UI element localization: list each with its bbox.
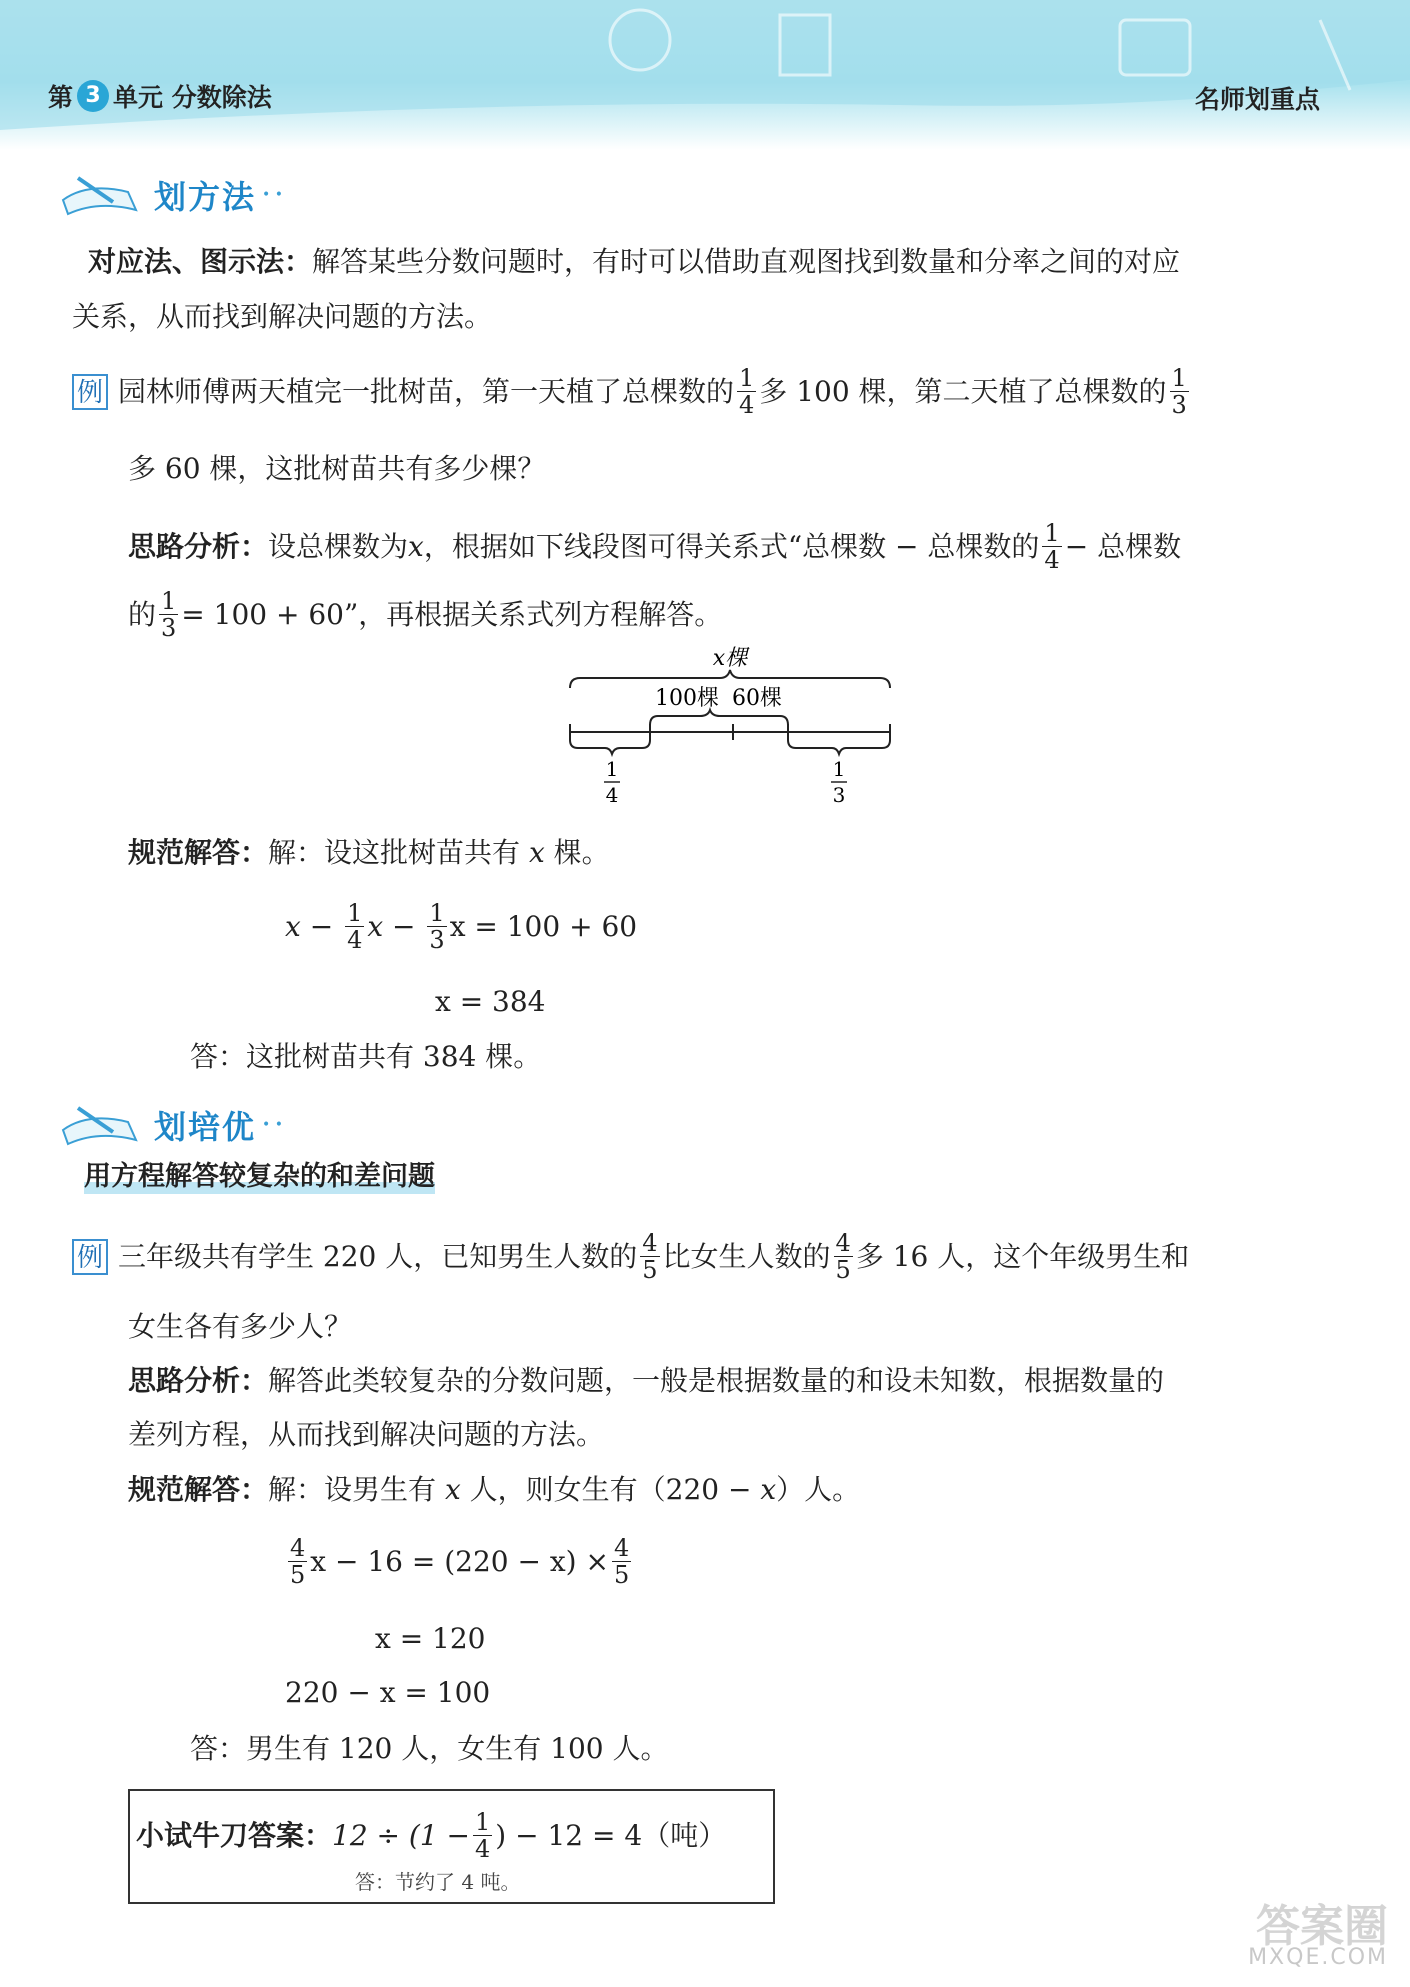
answer2: 答：男生有 120 人，女生有 100 人。 — [190, 1732, 669, 1765]
variable-x: x — [367, 909, 384, 943]
answer-box-line-2: 答：节约了 4 吨。 — [355, 1870, 521, 1894]
example2-line-1 — [72, 1230, 1189, 1283]
fraction-four-fifths: $\frac{4}{5}$ — [290, 1534, 306, 1589]
diagram-frac-num-left: 1 — [605, 757, 619, 781]
answer-box-expr-a: 12 ÷ (1 − — [332, 1818, 471, 1852]
answer-box-line-1 — [136, 1809, 726, 1862]
solution2-text-2: 人，则女生有（220 − — [469, 1473, 752, 1506]
example-tag: 例 — [72, 374, 108, 410]
header-suffix: 单元 分数除法 — [113, 83, 272, 112]
fraction-one-quarter: $\frac{1}{4}$ — [1044, 519, 1060, 574]
section-heading-method — [58, 165, 283, 225]
example1-line-1 — [72, 365, 1192, 418]
method-label: 对应法、图示法： — [88, 245, 313, 278]
dots-decoration: • • — [262, 187, 283, 203]
variable-x: x — [408, 529, 424, 563]
analysis1-line-2 — [128, 588, 722, 641]
analysis1-text-3: − 总棵数 — [1064, 529, 1182, 563]
equation1-tail: x = 100 + 60 — [449, 909, 638, 943]
answer-box-expr-b: ) − 12 = 4（吨） — [495, 1818, 727, 1852]
answer-box-label: 小试牛刀答案： — [136, 1818, 333, 1852]
diagram-frac-den-right: 3 — [832, 783, 846, 807]
example1-text-2: 多 100 棵，第二天植了总棵数的 — [759, 374, 1167, 408]
equation1-result: x = 384 — [435, 985, 546, 1018]
fraction-one-third: $\frac{1}{3}$ — [429, 899, 445, 954]
dots-decoration: • • — [262, 1117, 283, 1133]
header-unit-title — [48, 78, 272, 114]
line-segment-diagram — [560, 640, 900, 820]
quick-test-answer-box — [128, 1789, 775, 1904]
analysis2-line-1 — [128, 1364, 1164, 1398]
analysis2-text-1: 解答此类较复杂的分数问题，一般是根据数量的和设未知数，根据数量的 — [268, 1364, 1165, 1397]
equation2-mid: x − 16 = (220 − x) × — [310, 1544, 609, 1578]
minus-sign: − — [300, 909, 343, 943]
analysis2-text-2: 差列方程，从而找到解决问题的方法。 — [128, 1418, 605, 1451]
diagram-total-label: x棵 — [712, 646, 748, 671]
section-title: 划方法 — [154, 178, 257, 216]
analysis-label: 思路分析： — [128, 1364, 269, 1397]
solution1-line — [128, 836, 610, 870]
diagram-frac-num-right: 1 — [832, 757, 846, 781]
fraction-one-quarter: $\frac{1}{4}$ — [739, 364, 755, 419]
fraction-one-quarter: $\frac{1}{4}$ — [475, 1808, 491, 1863]
analysis1-text-4: 的 — [128, 597, 157, 631]
pencil-notebook-icon — [58, 1100, 148, 1150]
example2-text-1: 三年级共有学生 220 人，已知男生人数的 — [118, 1239, 638, 1273]
minus-sign: − — [383, 909, 425, 943]
header-wave-decoration — [0, 0, 1410, 150]
diagram-label-60: 60棵 — [732, 686, 782, 711]
fraction-one-third: $\frac{1}{3}$ — [1171, 364, 1187, 419]
analysis1-text-2: ，根据如下线段图可得关系式“总棵数 − 总棵数的 — [423, 529, 1040, 563]
solution2-line — [128, 1473, 860, 1507]
method-text-2: 关系，从而找到解决问题的方法。 — [72, 300, 493, 333]
pencil-notebook-icon — [58, 170, 148, 220]
fraction-four-fifths: $\frac{4}{5}$ — [613, 1534, 630, 1589]
variable-x: x — [760, 1473, 777, 1506]
equation2-girls: 220 − x = 100 — [285, 1676, 491, 1709]
diagram-label-100: 100棵 — [655, 686, 719, 711]
example-tag: 例 — [72, 1239, 108, 1275]
analysis1-text-1: 设总棵数为 — [268, 529, 409, 563]
section-title: 划培优 — [154, 1108, 257, 1146]
fraction-one-quarter: $\frac{1}{4}$ — [347, 899, 363, 954]
header-prefix: 第 — [48, 83, 74, 112]
variable-x: x — [444, 1473, 461, 1506]
equation1-line-1 — [285, 900, 637, 953]
solution1-text-1: 解：设这批树苗共有 — [268, 836, 521, 869]
example1-text-3: 多 60 棵，这批树苗共有多少棵？ — [128, 452, 546, 485]
variable-x: x — [528, 836, 545, 869]
example2-text-4: 女生各有多少人？ — [128, 1310, 353, 1343]
subtitle: 用方程解答较复杂的和差问题 — [84, 1161, 435, 1192]
solution2-text-3: ）人。 — [776, 1473, 861, 1506]
answer1: 答：这批树苗共有 384 棵。 — [190, 1040, 542, 1073]
analysis1-text-5: = 100 + 60”，再根据关系式列方程解答。 — [181, 597, 723, 631]
watermark-logo: 答案圈 — [1256, 1901, 1388, 1952]
page-header — [0, 0, 1410, 150]
variable-x: x — [285, 909, 301, 943]
method-text-1: 解答某些分数问题时，有时可以借助直观图找到数量和分率之间的对应 — [312, 245, 1181, 278]
equation2-result: x = 120 — [375, 1622, 486, 1655]
solution1-text-2: 棵。 — [553, 836, 610, 869]
analysis1-line-1 — [128, 520, 1181, 573]
method-line-1 — [88, 245, 1180, 279]
fraction-four-fifths: $\frac{4}{5}$ — [835, 1229, 851, 1284]
solution2-text-1: 解：设男生有 — [268, 1473, 437, 1506]
section-heading-advanced — [58, 1095, 283, 1155]
equation2-line-1 — [285, 1535, 634, 1588]
analysis-label: 思路分析： — [128, 529, 269, 563]
example1-text-1: 园林师傅两天植完一批树苗，第一天植了总棵数的 — [118, 374, 735, 408]
unit-number-badge: 3 — [77, 80, 109, 112]
example2-text-2: 比女生人数的 — [662, 1239, 831, 1273]
example2-text-3: 多 16 人，这个年级男生和 — [855, 1239, 1190, 1273]
solution-label: 规范解答： — [128, 836, 269, 869]
watermark-url: MXQE.COM — [1248, 1945, 1388, 1970]
solution-label: 规范解答： — [128, 1473, 269, 1506]
fraction-four-fifths: $\frac{4}{5}$ — [642, 1229, 658, 1284]
fraction-one-third: $\frac{1}{3}$ — [161, 587, 177, 642]
diagram-frac-den-left: 4 — [605, 783, 619, 807]
header-series-title: 名师划重点 — [1194, 85, 1320, 114]
